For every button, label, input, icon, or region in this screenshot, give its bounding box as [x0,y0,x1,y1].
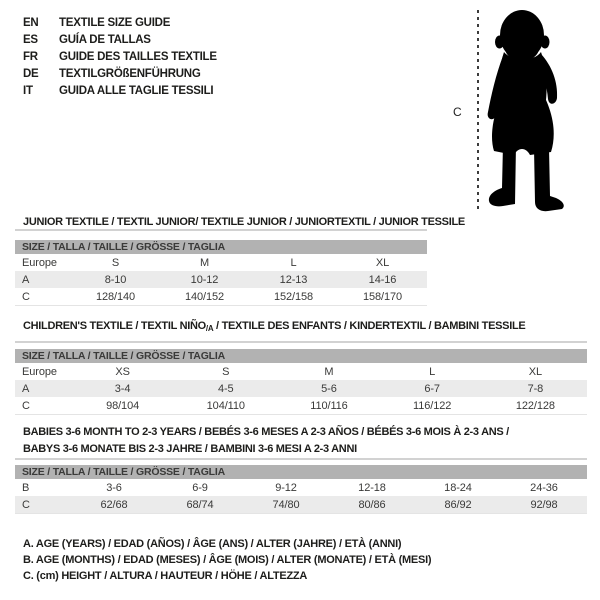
language-title-list [23,15,217,100]
language-title: GUIDA ALLE TAGLIE TESSILI [59,85,214,97]
table-cell: 9-12 [275,481,297,494]
size-header-row [15,240,427,254]
row-label: A [15,380,71,397]
baby-silhouette-icon [486,8,570,212]
table-cell: 122/128 [515,399,555,412]
footnote-list [23,536,431,584]
divider [15,513,587,514]
table-cell: XS [115,365,130,378]
table-cell: 12-18 [358,481,386,494]
table-cell: S [222,365,230,378]
size-header-row [15,465,587,479]
table-cell: M [199,256,210,269]
children-size-table [15,341,587,415]
footnote-a: A. AGE (YEARS) / EDAD (AÑOS) / ÂGE (ANS) / ALTER (JAHRE) / ETÀ (ANNI) [23,538,402,550]
table-cell: 104/110 [206,399,245,412]
language-code: FR [23,51,38,63]
table-cell: 18-24 [444,481,472,494]
junior-section-title: JUNIOR TEXTILE / TEXTIL JUNIOR/ TEXTILE JUNIOR / JUNIORTEXTIL / JUNIOR TESSILE [23,216,465,228]
divider [15,341,587,343]
language-title: TEXTILGRÖßENFÜHRUNG [59,68,201,80]
language-row [23,66,217,83]
row-label: Europe [22,256,57,269]
table-cell: 68/74 [157,496,243,513]
table-cell: 6-9 [192,481,208,494]
table-row [15,271,427,288]
children-section-title [23,320,525,333]
table-cell: 8-10 [71,271,160,288]
table-cell: 5-6 [277,380,380,397]
children-title-text: / TEXTILE DES ENFANTS / KINDERTEXTIL / BAMBINI TESSILE [213,320,526,332]
footnote-c: C. (cm) HEIGHT / ALTURA / HAUTEUR / HÖHE / ALTEZZA [23,570,308,582]
table-row [15,380,587,397]
table-cell: XL [375,256,390,269]
table-row [15,479,587,496]
table-cell: 7-8 [484,380,587,397]
size-header-label: SIZE / TALLA / TAILLE / GRÖSSE / TAGLIA [15,465,587,479]
junior-size-table [15,229,427,306]
height-measure-label: C [453,105,462,119]
table-cell: 4-5 [174,380,277,397]
table-cell: 62/68 [71,496,157,513]
table-cell: 24-36 [530,481,558,494]
footnote-b: B. AGE (MONTHS) / EDAD (MESES) / ÂGE (MOIS) / ALTER (MONATE) / ETÀ (MESI) [23,554,432,566]
row-label: B [22,481,30,494]
divider [15,229,427,231]
children-title-subscript: /A [205,324,214,333]
babies-section-title [23,424,509,458]
divider [15,414,587,415]
table-cell: 3-6 [106,481,122,494]
children-title-text: CHILDREN'S TEXTILE / TEXTIL NIÑO [23,320,206,332]
table-cell: 74/80 [243,496,329,513]
size-header-row [15,349,587,363]
table-cell: 10-12 [160,271,249,288]
table-cell: 158/170 [362,290,403,303]
table-cell: 98/104 [106,399,140,412]
table-cell: 116/122 [413,399,452,412]
table-cell: 92/98 [501,496,587,513]
language-row [23,32,217,49]
table-row [15,363,587,380]
table-row [15,397,587,414]
size-header-label: SIZE / TALLA / TAILLE / GRÖSSE / TAGLIA [15,240,427,254]
row-label: C [15,496,71,513]
row-label: Europe [22,365,57,378]
language-title: GUIDE DES TAILLES TEXTILE [59,51,217,63]
table-cell: 110/116 [310,399,348,412]
divider [15,458,587,460]
table-cell: M [324,365,334,378]
babies-title-line1: BABIES 3-6 MONTH TO 2-3 YEARS / BEBÉS 3-6 MESES A 2-3 AÑOS / BÉBÉS 3-6 MOIS À 2-3 ANS / [23,426,509,438]
table-cell: 3-4 [71,380,174,397]
language-row [23,49,217,66]
table-cell: L [429,365,436,378]
language-title: GUÍA DE TALLAS [59,34,151,46]
table-cell: 14-16 [338,271,427,288]
language-row [23,15,217,32]
table-row [15,288,427,305]
language-code: IT [23,85,33,97]
row-label: C [22,399,30,412]
babies-size-table [15,458,587,514]
size-header-label: SIZE / TALLA / TAILLE / GRÖSSE / TAGLIA [15,349,587,363]
table-cell: S [111,256,120,269]
language-title: TEXTILE SIZE GUIDE [59,17,171,29]
table-cell: 6-7 [381,380,484,397]
language-row [23,83,217,100]
table-cell: 152/158 [273,290,314,303]
table-cell: 128/140 [95,290,136,303]
table-row [15,254,427,271]
table-cell: 86/92 [415,496,501,513]
table-cell: 140/152 [184,290,225,303]
table-row [15,496,587,513]
divider [15,305,427,306]
table-cell: 12-13 [249,271,338,288]
height-dotted-line [477,10,479,210]
babies-title-line2: BABYS 3-6 MONATE BIS 2-3 JAHRE / BAMBINI 3-6 MESI A 2-3 ANNI [23,443,357,455]
row-label: C [22,290,30,303]
table-cell: L [290,256,297,269]
table-cell: 80/86 [329,496,415,513]
language-code: DE [23,68,39,80]
language-code: EN [23,17,39,29]
table-cell: XL [528,365,542,378]
language-code: ES [23,34,38,46]
row-label: A [15,271,71,288]
